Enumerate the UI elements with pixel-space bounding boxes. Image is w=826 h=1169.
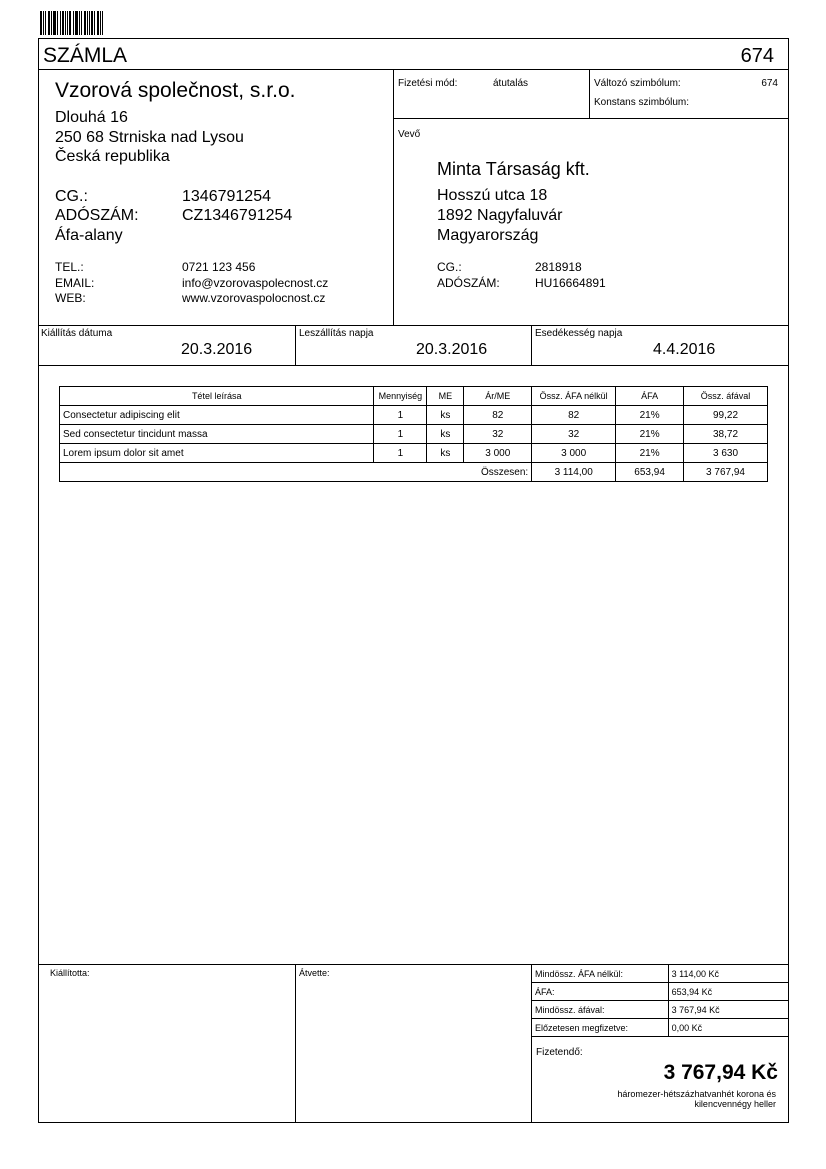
summary-label: Mindössz. áfával: — [532, 1001, 669, 1019]
divider — [295, 325, 296, 365]
item-quantity: 1 — [374, 444, 427, 463]
buyer-cg-value: 2818918 — [535, 260, 582, 274]
summary-value: 653,94 Kč — [668, 983, 788, 1001]
column-header: Ár/ME — [464, 387, 532, 406]
divider — [393, 118, 789, 119]
item-description: Lorem ipsum dolor sit amet — [60, 444, 374, 463]
item-vat-rate: 21% — [616, 406, 684, 425]
item-vat-rate: 21% — [616, 444, 684, 463]
items-total-row — [60, 463, 768, 482]
amount-in-words-line2: kilencvennégy heller — [694, 1099, 776, 1109]
divider — [38, 325, 789, 326]
buyer-country: Magyarország — [437, 227, 539, 244]
issue-date-value: 20.3.2016 — [181, 341, 253, 358]
item-description: Consectetur adipiscing elit — [60, 406, 374, 425]
divider — [295, 964, 296, 1123]
table-row — [60, 406, 768, 425]
barcode-graphic — [40, 11, 106, 35]
item-gross-total: 3 630 — [684, 444, 768, 463]
supplier-tax-value: CZ1346791254 — [182, 207, 293, 224]
divider — [393, 69, 394, 325]
buyer-city: 1892 Nagyfaluvár — [437, 207, 563, 224]
summary-row — [532, 983, 789, 1001]
supplier-street: Dlouhá 16 — [55, 109, 128, 126]
item-quantity: 1 — [374, 406, 427, 425]
item-gross-total: 38,72 — [684, 425, 768, 444]
summary-value: 3 114,00 Kč — [668, 965, 788, 983]
payable-label: Fizetendő: — [536, 1047, 583, 1058]
delivery-date-value: 20.3.2016 — [416, 341, 488, 358]
variable-symbol-label: Változó szimbólum: — [594, 78, 681, 89]
amount-in-words-line1: háromezer-hétszázhatvanhét korona és — [617, 1089, 776, 1099]
column-header: Össz. ÁFA nélkül — [532, 387, 616, 406]
invoice-frame — [38, 38, 789, 1123]
payment-method-label: Fizetési mód: — [398, 78, 458, 89]
buyer-cg-label: CG.: — [437, 260, 462, 274]
summary-label: Mindössz. ÁFA nélkül: — [532, 965, 669, 983]
item-net-total: 32 — [532, 425, 616, 444]
item-unit: ks — [427, 406, 464, 425]
buyer-street: Hosszú utca 18 — [437, 187, 548, 204]
summary-row — [532, 1019, 789, 1037]
item-net-total: 3 000 — [532, 444, 616, 463]
item-unit-price: 3 000 — [464, 444, 532, 463]
invoice-number: 674 — [740, 45, 774, 67]
buyer-label: Vevő — [398, 129, 421, 140]
constant-symbol-label: Konstans szimbólum: — [594, 97, 690, 108]
item-unit-price: 32 — [464, 425, 532, 444]
payment-method-value: átutalás — [493, 78, 529, 89]
supplier-tel-label: TEL.: — [55, 260, 84, 274]
item-net-total: 82 — [532, 406, 616, 425]
total-net: 3 114,00 — [532, 463, 616, 482]
summary-label: ÁFA: — [532, 983, 669, 1001]
total-gross: 3 767,94 — [684, 463, 768, 482]
table-row — [60, 444, 768, 463]
due-date-label: Esedékesség napja — [535, 328, 623, 339]
received-by-label: Átvette: — [299, 968, 330, 978]
invoice-title: SZÁMLA — [43, 44, 128, 67]
supplier-email-value: info@vzorovaspolecnost.cz — [182, 276, 329, 290]
divider — [531, 325, 532, 365]
item-unit-price: 82 — [464, 406, 532, 425]
summary-row — [532, 1001, 789, 1019]
supplier-web-label: WEB: — [55, 291, 86, 305]
divider — [38, 69, 789, 70]
issued-by-label: Kiállította: — [50, 968, 90, 978]
issue-date-label: Kiállítás dátuma — [41, 328, 113, 339]
item-gross-total: 99,22 — [684, 406, 768, 425]
delivery-date-label: Leszállítás napja — [299, 328, 374, 339]
buyer-tax-label: ADÓSZÁM: — [437, 276, 500, 290]
divider — [589, 69, 590, 118]
supplier-country: Česká republika — [55, 148, 170, 165]
total-vat: 653,94 — [616, 463, 684, 482]
column-header: Össz. áfával — [684, 387, 768, 406]
supplier-vat-status: Áfa-alany — [55, 227, 123, 244]
summary-value: 3 767,94 Kč — [668, 1001, 788, 1019]
column-header: Mennyiség — [374, 387, 427, 406]
supplier-city: 250 68 Strniska nad Lysou — [55, 129, 244, 146]
divider — [38, 365, 789, 366]
buyer-name: Minta Társaság kft. — [437, 159, 590, 179]
summary-label: Előzetesen megfizetve: — [532, 1019, 669, 1037]
supplier-web-value: www.vzorovaspolocnost.cz — [182, 291, 326, 305]
buyer-tax-value: HU16664891 — [535, 276, 606, 290]
item-vat-rate: 21% — [616, 425, 684, 444]
column-header: ME — [427, 387, 464, 406]
table-row — [60, 425, 768, 444]
supplier-tel-value: 0721 123 456 — [182, 260, 256, 274]
items-table — [59, 386, 768, 482]
summary-table — [531, 964, 789, 1037]
supplier-tax-label: ADÓSZÁM: — [55, 207, 139, 224]
item-unit: ks — [427, 444, 464, 463]
supplier-email-label: EMAIL: — [55, 276, 95, 290]
supplier-cg-value: 1346791254 — [182, 188, 271, 205]
item-quantity: 1 — [374, 425, 427, 444]
items-header-row — [60, 387, 768, 406]
item-description: Sed consectetur tincidunt massa — [60, 425, 374, 444]
summary-row — [532, 965, 789, 983]
summary-value: 0,00 Kč — [668, 1019, 788, 1037]
supplier-name: Vzorová společnost, s.r.o. — [55, 79, 296, 102]
due-date-value: 4.4.2016 — [653, 341, 716, 358]
supplier-cg-label: CG.: — [55, 188, 88, 205]
column-header: Tétel leírása — [60, 387, 374, 406]
variable-symbol-value: 674 — [761, 78, 778, 89]
total-label: Összesen: — [60, 463, 532, 482]
item-unit: ks — [427, 425, 464, 444]
payable-amount: 3 767,94 Kč — [663, 1061, 778, 1084]
column-header: ÁFA — [616, 387, 684, 406]
